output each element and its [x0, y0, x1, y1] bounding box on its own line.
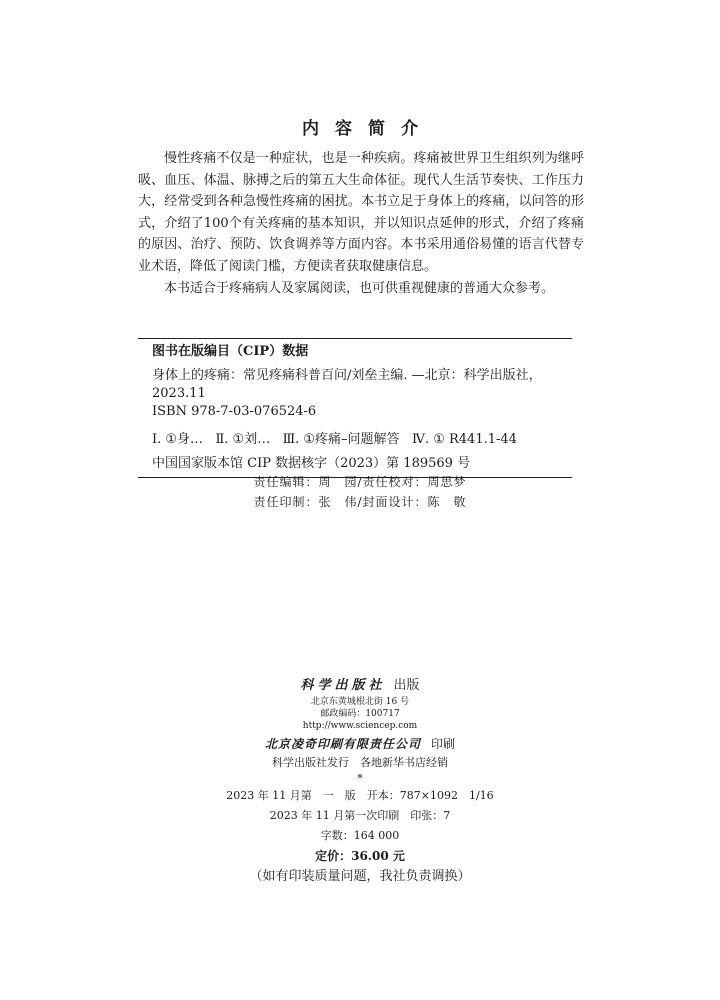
cip-isbn: ISBN 978-7-03-076524-6: [152, 404, 317, 419]
cip-book-line: 身体上的疼痛：常见疼痛科普百问/刘垒主编. —北京：科学出版社，2023.11: [152, 368, 542, 401]
cip-block: [138, 338, 572, 478]
staff-line-print: 责任印制：张 伟/封面设计：陈 敬: [253, 495, 467, 509]
page-title: 内容简介: [302, 119, 434, 139]
cip-top-rule: [138, 338, 572, 339]
staff-credits: [0, 472, 720, 512]
publish-label: 出版: [393, 678, 420, 693]
cip-classification: Ⅰ. ①身… Ⅱ. ①刘… Ⅲ. ①疼痛–问题解答 Ⅳ. ① R441.1-44: [152, 432, 517, 447]
printing-line: 2023 年 11 月第一次印刷 印张：7: [269, 809, 451, 822]
publisher-postcode: 邮政编码：100717: [320, 709, 400, 719]
edition-line: 2023 年 11 月第 一 版 开本：787×1092 1/16: [226, 789, 494, 802]
distribution-line: 科学出版社发行 各地新华书店经销: [272, 756, 448, 769]
cip-heading: 图书在版编目（CIP）数据: [152, 344, 309, 359]
printer-name: 北京凌奇印刷有限责任公司: [264, 737, 421, 751]
price: 定价：36.00 元: [315, 849, 405, 863]
printer-line: [0, 734, 720, 754]
imprint-block: [0, 676, 720, 888]
print-label: 印刷: [431, 737, 456, 751]
word-count: 字数：164 000: [320, 829, 400, 842]
summary-paragraph: 本书适合于疼痛病人及家属阅读，也可供重视健康的普通大众参考。: [164, 280, 555, 296]
staff-line-editors: 责任编辑：周 园/责任校对：周思梦: [253, 475, 467, 489]
summary-paragraph: 慢性疼痛不仅是一种症状，也是一种疾病。疼痛被世界卫生组织列为继呼吸、血压、体温、脉搏之后的第五大生命体征。现代人生活节奏快、工作压力大，经常受到各种急慢性疼痛的困扰。本书立足于身体上的疼痛，以问答的形式，介绍了100个有关疼痛的基本知识，并以知识点延伸的形式，介绍了疼痛的原因、治疗、预防、饮食调养等方面内容。本书采用通俗易懂的语言代替专业术语，降低了阅读门槛，方便读者获取健康信息。: [138, 151, 584, 274]
publisher-name: 科学出版社: [300, 678, 386, 693]
publisher-address: 北京东黄城根北街 16 号: [310, 697, 410, 707]
quality-note: （如有印装质量问题，我社负责调换）: [249, 869, 471, 884]
publisher-line: [0, 676, 720, 696]
summary-section: [138, 148, 584, 299]
publisher-website: http://www.sciencep.com: [302, 721, 418, 731]
separator-star: *: [357, 772, 363, 785]
cip-verification: 中国国家版本馆 CIP 数据核字（2023）第 189569 号: [152, 456, 471, 471]
